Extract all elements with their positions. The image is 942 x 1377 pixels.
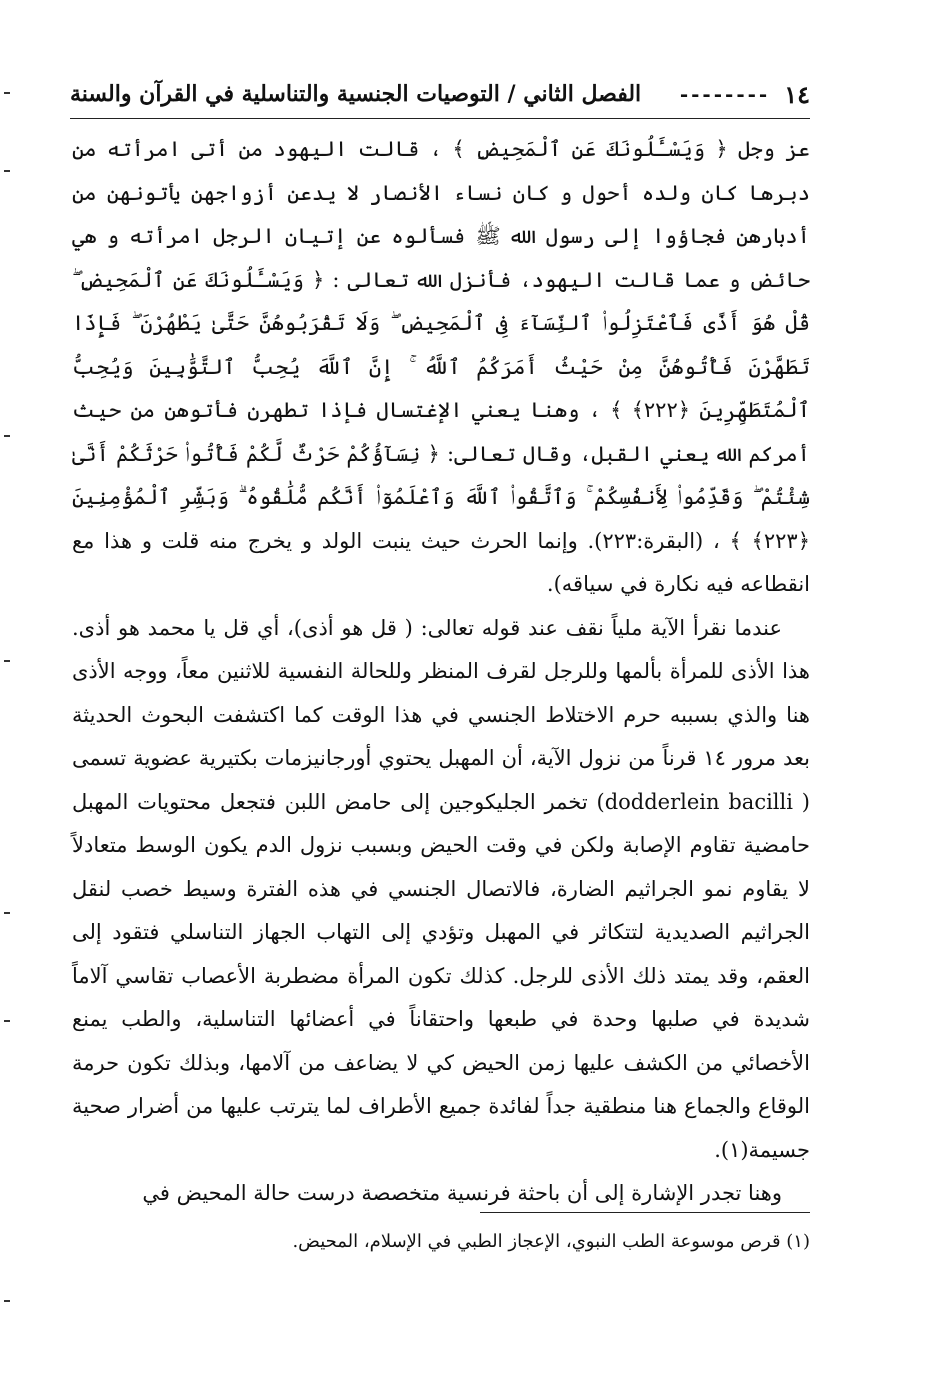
margin-mark <box>4 170 10 172</box>
header-rule <box>70 118 810 119</box>
margin-mark <box>4 1300 10 1302</box>
header-dots: -------- <box>679 82 771 106</box>
footnote-separator <box>480 1212 810 1213</box>
header-right-group <box>680 80 810 109</box>
footnote: (١) قرص موسوعة الطب النبوي، الإعجاز الطبي في الإسلام، المحيض. <box>292 1231 810 1252</box>
paragraph: وهنا تجدر الإشارة إلى أن باحثة فرنسية متخصصة درست حالة المحيض في <box>142 1181 782 1205</box>
margin-mark <box>4 435 10 437</box>
paragraph: عندما نقرأ الآية ملياً نقف عند قوله تعالى: ( قل هو أذى)، أي قل يا محمد هو أذى. هذا الأذى للمرأة بألمها وللرجل لقرف المنظر وللحالة النفسية للاثنين معاً، ووجه الأذى هنا والذي بسببه حرم الاختلاط الجنسي في هذا الوقت كما اكتشفت البحوث الحديثة بعد مرور ١٤ قرناً من نزول الآية، أن المهبل يحتوي أورجانيزمات بكتيرية عضوية تسمى ( dodderlein bacilli) تخمر الجليكوجين إلى حامض اللبن فتجعل محتويات المهبل حامضية تقاوم الإصابة ولكن في وقت الحيض وبسبب نزول الدم يكون الوسط متعادلاً لا يقاوم نمو الجراثيم الضارة، فالاتصال الجنسي في هذه الفترة وسيط خصب لنقل الجراثيم الصديدية لتتكاثر في المهبل وتؤدي إلى التهاب الجهاز التناسلي فتقود إلى العقم، وقد يمتد ذلك الأذى للرجل. كذلك تكون المرأة مضطربة الأعصاب تقاسي آلاماً شديدة في صلبها وحدة في طبعها واحتقاناً في أعضائها التناسلية، والطب يمنع الأخصائي من الكشف عليها زمن الحيض كي لا يضاعف من آلامها، وبذلك تكون حرمة الوقاع والجماع هنا منطقية جداً لفائدة جميع الأطراف لما يترتب عليها من أضرار صحية جسيمة(١). <box>72 615 811 1162</box>
margin-mark <box>4 1020 10 1022</box>
paragraph: عز وجل ﴿ وَيَسْـَٔلُونَكَ عَنِ ٱلْمَحِيضِ ﴾ ، قالت اليهود من أتى امرأته من دبرها كان ولده أحول و كان نساء الأنصار لا يدعن أزواجهن يأتونهن من أدبارهن فجاؤوا إلى رسول الله ﷺ فسألوه عن إتيان الرجل امرأته و هي حائض و عما قالت اليهود، فأنزل الله تعالى : ﴿ وَيَسْـَٔلُونَكَ عَنِ ٱلْمَحِيضِ ۖ قُلْ هُوَ أَذًى فَٱعْتَزِلُوا۟ ٱلنِّسَآءَ فِى ٱلْمَحِيضِ ۖ وَلَا تَقْرَبُوهُنَّ حَتَّىٰ يَطْهُرْنَ ۖ فَإِذَا تَطَهَّرْنَ فَأْتُوهُنَّ مِنْ حَيْثُ أَمَرَكُمُ ٱللَّهُ ۚ إِنَّ ٱللَّهَ يُحِبُّ ٱلتَّوَّٰبِينَ وَيُحِبُّ ٱلْمُتَطَهِّرِينَ ﴿٢٢٢﴾ ﴾ ، وهنا يعني الإغتسال فإذا تطهرن فأتوهن من حيث أمركم الله يعني القبل، وقال تعالى: ﴿ نِسَآؤُكُمْ حَرْثٌ لَّكُمْ فَأْتُوا۟ حَرْثَكُمْ أَنَّىٰ شِئْتُمْ ۖ وَقَدِّمُوا۟ لِأَنفُسِكُمْ ۚ وَٱتَّقُوا۟ ٱللَّهَ وَٱعْلَمُوٓا۟ أَنَّكُم مُّلَٰقُوهُ ۗ وَبَشِّرِ ٱلْمُؤْمِنِينَ ﴿٢٢٣﴾ ﴾ ، (البقرة:٢٢٣). وإنما الحرث حيث ينبت الولد و يخرج منه قلت و هذا مع انقطاعه فيه نكارة في سياقه). <box>72 137 810 596</box>
body-text <box>72 128 810 1216</box>
margin-mark <box>4 660 10 662</box>
chapter-title: الفصل الثاني / التوصيات الجنسية والتناسلية في القرآن والسنة <box>70 81 642 107</box>
margin-mark <box>4 92 10 94</box>
running-header <box>70 72 810 116</box>
margin-mark <box>4 912 10 914</box>
page-number: ١٤ <box>784 79 810 109</box>
